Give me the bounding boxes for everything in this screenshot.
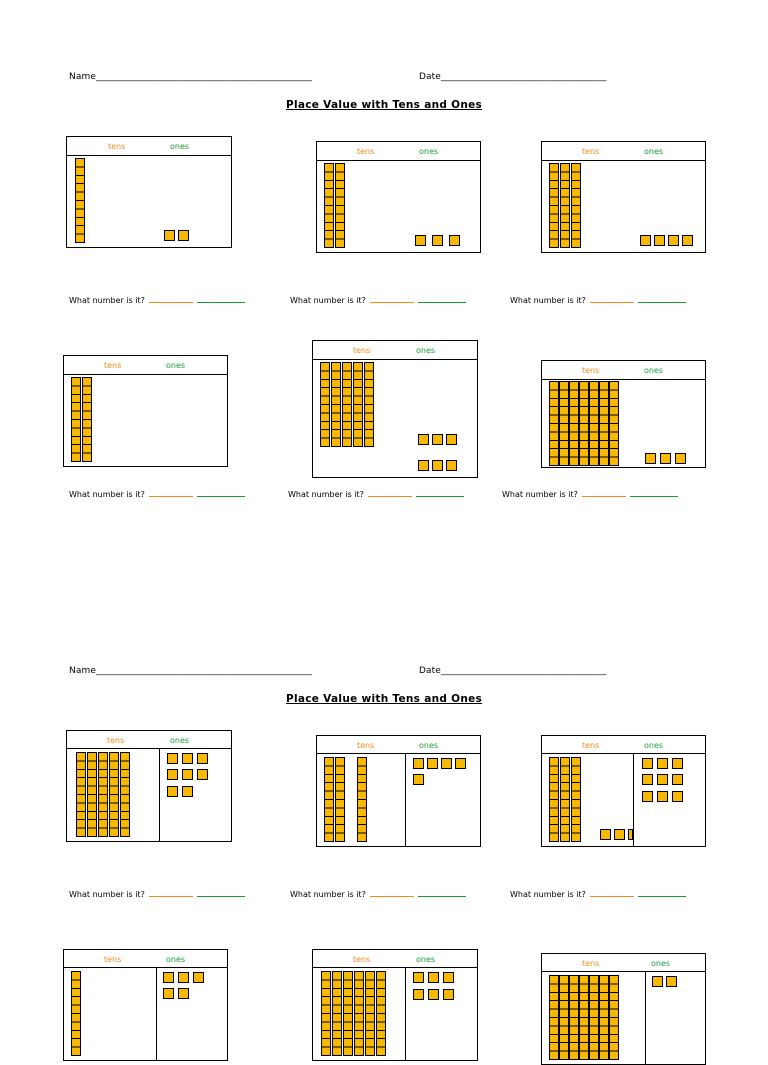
- ones-cube: [167, 786, 178, 797]
- ones-cube: [197, 769, 208, 780]
- question-text: What number is it?: [288, 490, 364, 499]
- ones-cube: [652, 976, 663, 987]
- tens-label: tens: [582, 741, 600, 750]
- tens-rod: [321, 971, 331, 1056]
- place-value-box: [63, 355, 228, 467]
- ones-answer-blank[interactable]: [418, 294, 466, 303]
- ones-label: ones: [651, 959, 671, 968]
- tens-answer-blank[interactable]: [149, 888, 193, 897]
- tens-rod: [549, 163, 559, 248]
- tens-rod: [357, 757, 367, 842]
- tens-label: tens: [582, 147, 600, 156]
- tens-label: tens: [104, 955, 122, 964]
- ones-cube: [443, 989, 454, 1000]
- tens-label: tens: [357, 741, 375, 750]
- tens-rod: [353, 362, 363, 447]
- tens-rod: [560, 163, 570, 248]
- tens-answer-blank[interactable]: [370, 294, 414, 303]
- ones-cube: [163, 972, 174, 983]
- ones-cube: [675, 453, 686, 464]
- header-divider: [542, 753, 705, 754]
- tens-rod: [560, 757, 570, 842]
- question-text: What number is it?: [510, 890, 586, 899]
- tens-rod: [354, 971, 364, 1056]
- worksheet-title: Place Value with Tens and Ones: [286, 693, 483, 705]
- ones-cube: [614, 829, 625, 840]
- tens-rod: [71, 971, 81, 1056]
- ones-cube: [432, 460, 443, 471]
- tens-rod: [342, 362, 352, 447]
- tens-rod: [559, 381, 569, 466]
- question-line: [69, 888, 245, 899]
- column-divider: [156, 967, 157, 1060]
- worksheet-title: Place Value with Tens and Ones: [286, 99, 483, 111]
- tens-rod: [324, 163, 334, 248]
- tens-rod: [571, 757, 581, 842]
- tens-rod: [599, 381, 609, 466]
- place-value-box: [312, 340, 478, 478]
- question-text: What number is it?: [69, 490, 145, 499]
- ones-cube: [413, 758, 424, 769]
- question-text: What number is it?: [510, 296, 586, 305]
- question-text: What number is it?: [69, 890, 145, 899]
- ones-cube: [163, 988, 174, 999]
- place-value-box: [66, 730, 232, 842]
- ones-cube: [441, 758, 452, 769]
- ones-cube: [446, 434, 457, 445]
- tens-rod: [569, 975, 579, 1060]
- ones-cube: [628, 829, 633, 840]
- date-field: Date____________________________________: [419, 666, 607, 676]
- ones-cube: [449, 235, 460, 246]
- tens-rod: [87, 752, 97, 837]
- tens-rod: [71, 377, 81, 462]
- ones-cube: [182, 769, 193, 780]
- name-label: Name: [69, 666, 96, 676]
- ones-cube: [668, 235, 679, 246]
- header-divider: [67, 155, 231, 156]
- tens-rod: [569, 381, 579, 466]
- tens-rod: [571, 163, 581, 248]
- ones-cube: [197, 753, 208, 764]
- place-value-box: [316, 141, 481, 253]
- tens-rod: [324, 757, 334, 842]
- ones-cube: [660, 453, 671, 464]
- ones-cube: [640, 235, 651, 246]
- header-divider: [542, 160, 705, 161]
- header-divider: [317, 160, 480, 161]
- ones-cube: [657, 791, 668, 802]
- ones-cube: [657, 774, 668, 785]
- ones-label: ones: [166, 955, 186, 964]
- tens-rod: [335, 163, 345, 248]
- ones-label: ones: [419, 741, 439, 750]
- column-divider: [159, 748, 160, 841]
- ones-answer-blank[interactable]: [197, 888, 245, 897]
- ones-answer-blank[interactable]: [416, 488, 464, 497]
- place-value-box: [312, 949, 478, 1061]
- header-divider: [542, 379, 705, 380]
- column-divider: [405, 753, 406, 846]
- ones-cube: [666, 976, 677, 987]
- tens-rod: [599, 975, 609, 1060]
- tens-rod: [120, 752, 130, 837]
- tens-rod: [559, 975, 569, 1060]
- header-divider: [64, 374, 227, 375]
- ones-cube: [193, 972, 204, 983]
- ones-label: ones: [170, 142, 190, 151]
- date-label: Date: [419, 72, 441, 82]
- question-line: [69, 488, 245, 499]
- ones-cube: [167, 753, 178, 764]
- ones-cube: [642, 758, 653, 769]
- tens-label: tens: [353, 346, 371, 355]
- tens-answer-blank[interactable]: [149, 488, 193, 497]
- ones-label: ones: [419, 147, 439, 156]
- ones-label: ones: [644, 147, 664, 156]
- tens-rod: [579, 975, 589, 1060]
- place-value-box: [541, 953, 706, 1065]
- ones-cube: [672, 758, 683, 769]
- tens-label: tens: [104, 361, 122, 370]
- header-divider: [317, 753, 480, 754]
- ones-cube: [182, 786, 193, 797]
- ones-cube: [178, 988, 189, 999]
- ones-cube: [167, 769, 178, 780]
- place-value-box: [541, 735, 706, 847]
- ones-cube: [600, 829, 611, 840]
- tens-rod: [343, 971, 353, 1056]
- header-divider: [313, 359, 477, 360]
- ones-answer-blank[interactable]: [638, 888, 686, 897]
- ones-label: ones: [170, 736, 190, 745]
- ones-answer-blank[interactable]: [418, 888, 466, 897]
- ones-cube: [418, 434, 429, 445]
- tens-answer-blank[interactable]: [368, 488, 412, 497]
- ones-cube: [178, 972, 189, 983]
- tens-answer-blank[interactable]: [590, 294, 634, 303]
- tens-label: tens: [353, 955, 371, 964]
- tens-rod: [549, 975, 559, 1060]
- tens-rod: [109, 752, 119, 837]
- ones-answer-blank[interactable]: [197, 294, 245, 303]
- ones-label: ones: [416, 955, 436, 964]
- tens-rod: [320, 362, 330, 447]
- ones-cube: [427, 758, 438, 769]
- tens-rod: [609, 975, 619, 1060]
- tens-rod: [335, 757, 345, 842]
- ones-cube: [642, 774, 653, 785]
- ones-cube: [428, 972, 439, 983]
- ones-label: ones: [644, 741, 664, 750]
- ones-cube: [413, 774, 424, 785]
- tens-answer-blank[interactable]: [582, 488, 626, 497]
- tens-rod: [82, 377, 92, 462]
- ones-cube: [428, 989, 439, 1000]
- tens-rod: [589, 381, 599, 466]
- ones-cube: [178, 230, 189, 241]
- tens-label: tens: [357, 147, 375, 156]
- tens-rod: [579, 381, 589, 466]
- ones-cube: [443, 972, 454, 983]
- question-line: [69, 294, 245, 305]
- column-divider: [645, 971, 646, 1064]
- ones-answer-blank[interactable]: [197, 488, 245, 497]
- tens-rod: [364, 362, 374, 447]
- header-divider: [313, 967, 477, 968]
- tens-label: tens: [107, 736, 125, 745]
- tens-label: tens: [108, 142, 126, 151]
- ones-label: ones: [416, 346, 436, 355]
- ones-cube: [446, 460, 457, 471]
- ones-answer-blank[interactable]: [630, 488, 678, 497]
- tens-rod: [365, 971, 375, 1056]
- question-line: [510, 888, 686, 899]
- ones-cube: [645, 453, 656, 464]
- tens-answer-blank[interactable]: [149, 294, 193, 303]
- tens-rod: [75, 158, 85, 243]
- ones-cube: [432, 434, 443, 445]
- place-value-box: [316, 735, 481, 847]
- date-field: Date____________________________________: [419, 72, 607, 82]
- ones-cube: [182, 753, 193, 764]
- tens-rod: [609, 381, 619, 466]
- ones-cube: [654, 235, 665, 246]
- tens-rod: [589, 975, 599, 1060]
- tens-rod: [549, 381, 559, 466]
- header-divider: [64, 967, 227, 968]
- place-value-box: [541, 360, 706, 468]
- ones-label: ones: [644, 366, 664, 375]
- tens-answer-blank[interactable]: [590, 888, 634, 897]
- question-text: What number is it?: [290, 296, 366, 305]
- place-value-box: [63, 949, 228, 1061]
- ones-cube: [642, 791, 653, 802]
- ones-cube: [682, 235, 693, 246]
- ones-cube: [657, 758, 668, 769]
- ones-cube: [672, 791, 683, 802]
- question-line: [290, 294, 466, 305]
- header-divider: [542, 971, 705, 972]
- question-text: What number is it?: [290, 890, 366, 899]
- ones-cube: [415, 235, 426, 246]
- tens-label: tens: [582, 366, 600, 375]
- ones-cube: [432, 235, 443, 246]
- tens-label: tens: [582, 959, 600, 968]
- place-value-box: [66, 136, 232, 248]
- ones-cube: [413, 989, 424, 1000]
- date-label: Date: [419, 666, 441, 676]
- column-divider: [405, 967, 406, 1060]
- tens-rod: [376, 971, 386, 1056]
- ones-cube: [672, 774, 683, 785]
- column-divider: [633, 753, 634, 846]
- header-divider: [67, 748, 231, 749]
- ones-cube: [413, 972, 424, 983]
- tens-rod: [332, 971, 342, 1056]
- ones-answer-blank[interactable]: [638, 294, 686, 303]
- ones-label: ones: [166, 361, 186, 370]
- name-field: Name_______________________________________________: [69, 666, 313, 676]
- question-line: [510, 294, 686, 305]
- question-line: [290, 888, 466, 899]
- question-line: [502, 488, 678, 499]
- tens-answer-blank[interactable]: [370, 888, 414, 897]
- ones-cube: [164, 230, 175, 241]
- name-label: Name: [69, 72, 96, 82]
- tens-rod: [331, 362, 341, 447]
- question-text: What number is it?: [69, 296, 145, 305]
- tens-rod: [549, 757, 559, 842]
- tens-rod: [98, 752, 108, 837]
- question-line: [288, 488, 464, 499]
- place-value-box: [541, 141, 706, 253]
- ones-cube: [455, 758, 466, 769]
- name-field: Name_______________________________________________: [69, 72, 313, 82]
- ones-cube: [418, 460, 429, 471]
- question-text: What number is it?: [502, 490, 578, 499]
- tens-rod: [76, 752, 86, 837]
